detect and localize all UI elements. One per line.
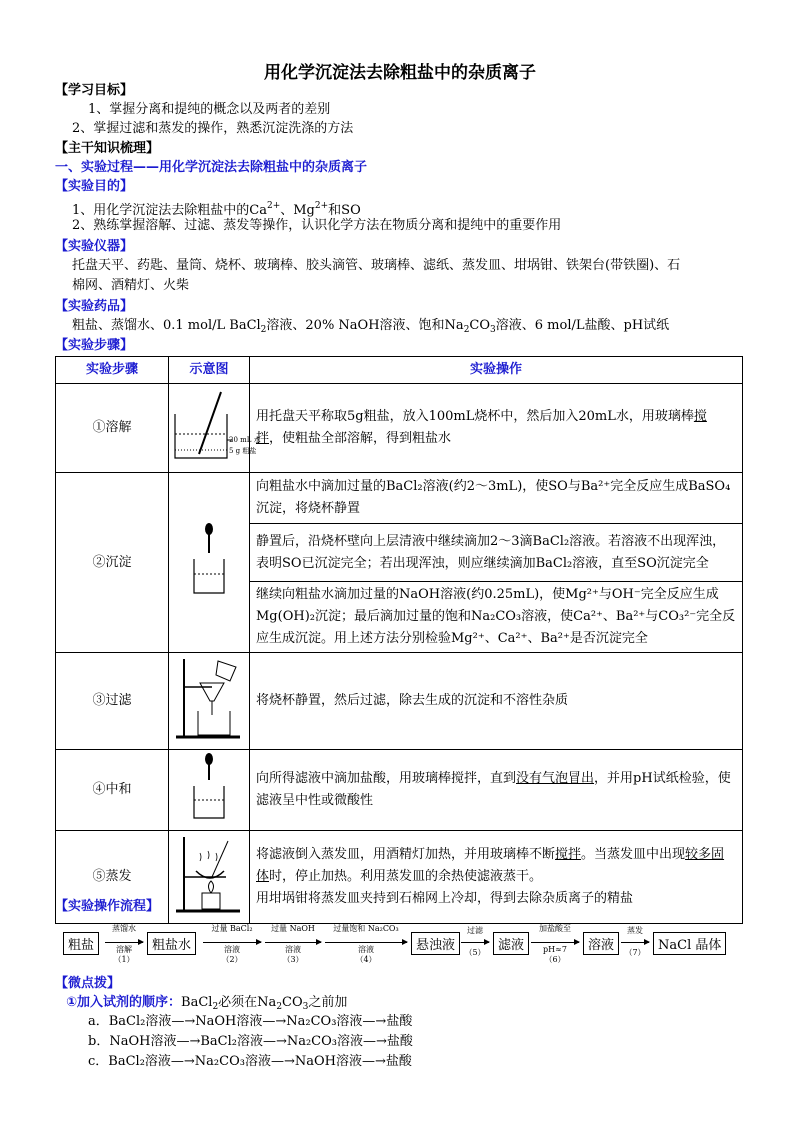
goal-item-2: 2、掌握过滤和蒸发的操作，熟悉沉淀洗涤的方法 [72,121,354,136]
steps-table [55,356,743,924]
beaker-with-rod-icon [169,384,261,464]
evaporation-setup-icon [170,831,248,915]
step-name-precipitate: ②沉淀 [56,473,169,653]
instruments-heading: 【实验仪器】 [55,239,134,254]
flow-arrow-3-top: 过量 NaOH [271,924,315,933]
tip-1-option-c: c．BaCl₂溶液—→Na₂CO₃溶液—→NaOH溶液—→盐酸 [88,1054,412,1069]
col-op-header: 实验操作 [250,357,743,384]
instruments-line-1: 托盘天平、药匙、量筒、烧杯、玻璃棒、胶头滴管、玻璃棒、滤纸、蒸发皿、坩埚钳、铁架台(带铁圈)、石 [72,258,681,273]
dropper-beaker-icon [184,519,234,599]
operation-flow-diagram [55,920,745,975]
steps-heading: 【实验步骤】 [55,338,134,353]
svg-text:5 g 粗盐: 5 g 粗盐 [229,447,257,455]
step-op-filter: 将烧杯静置，然后过滤，除去生成的沉淀和不溶性杂质 [250,653,743,750]
flow-arrow-7 [621,942,649,943]
flow-arrow-3 [265,942,321,943]
tip-1: ①加入试剂的顺序：BaCl$_2$必须在$Na_2CO_3$之前加 [66,995,348,1012]
step-name-neutralize: ④中和 [56,750,169,831]
flow-arrow-6-num: （6） [544,955,566,964]
steps-header-row [56,357,743,384]
instruments-line-2: 棉网、酒精灯、火柴 [72,278,190,293]
step-op-precipitate-1: 向粗盐水中滴加过量的BaCl₂溶液(约2～3mL)，使SO与Ba²⁺完全反应生成BaSO₄沉淀，将烧杯静置 [250,473,743,524]
flow-arrow-5-num: （5） [464,948,486,957]
goals-heading: 【学习目标】 [55,83,134,98]
flow-arrow-2-bottom: 溶液 [224,945,240,954]
neutralize-figure [169,750,250,831]
purpose-item-2: 2、熟练掌握溶解、过滤、蒸发等操作，认识化学方法在物质分离和提纯中的重要作用 [72,218,562,233]
flow-arrow-6-bottom: pH≈7 [543,945,567,954]
flow-box-crude-salt: 粗盐 [63,932,99,955]
evaporate-figure [169,831,250,924]
flow-arrow-7-num: （7） [624,948,646,957]
filter-figure [169,653,250,750]
flow-arrow-4-bottom: 溶液 [358,945,374,954]
reagents-heading: 【实验药品】 [55,299,134,314]
goal-item-1: 1、掌握分离和提纯的概念以及两者的差别 [88,102,331,117]
flow-arrow-5 [461,942,489,943]
step-name-evaporate: ⑤蒸发 [56,831,169,924]
flow-arrow-4 [325,942,407,943]
flow-arrow-4-top: 过量饱和 Na₂CO₃ [333,924,399,933]
flow-box-suspension: 悬浊液 [411,932,460,955]
flow-arrow-4-num: （4） [355,955,377,964]
flow-box-nacl-crystal: NaCl 晶体 [653,932,726,955]
flow-arrow-2-top: 过量 BaCl₂ [211,924,253,933]
step-op-precipitate-3: 继续向粗盐水滴加过量的NaOH溶液(约0.25mL)，使Mg²⁺与OH⁻完全反应生成Mg(OH)₂沉淀；最后滴加过量的饱和Na₂CO₃溶液，使Ca²⁺、Ba²⁺与CO₃²⁻完全反应生成沉淀。用上述方法分别检验Mg²⁺、Ca²⁺、Ba²⁺是否沉淀完全 [250,582,743,653]
step-op-evaporate: 将滤液倒入蒸发皿，用酒精灯加热，并用玻璃棒不断搅拌。当蒸发皿中出现较多固体时，停止加热。利用蒸发皿的余热使滤液蒸干。 用坩埚钳将蒸发皿夹持到石棉网上冷却，得到去除杂质离子的精盐 [250,831,743,924]
table-row [56,384,743,473]
reagents-list: 粗盐、蒸馏水、0.1 mol/L BaCl$_2$溶液、20% NaOH溶液、饱和$Na_2CO_3$溶液、6 mol/L盐酸、pH试纸 [72,318,670,335]
tip-1-option-b: b．NaOH溶液—→BaCl₂溶液—→Na₂CO₃溶液—→盐酸 [88,1034,413,1049]
flow-arrow-1-num: （1） [113,955,135,964]
flow-arrow-1-bottom: 溶解 [116,945,132,954]
tip-1-option-a: a．BaCl₂溶液—→NaOH溶液—→Na₂CO₃溶液—→盐酸 [88,1014,413,1029]
flow-box-brine: 粗盐水 [147,932,196,955]
step-op-precipitate-2: 静置后，沿烧杯壁向上层清液中继续滴加2～3滴BaCl₂溶液。若溶液不出现浑浊，表明SO已沉淀完全；若出现浑浊，则应继续滴加BaCl₂溶液，直至SO沉淀完全 [250,524,743,582]
flow-arrow-3-bottom: 溶液 [285,945,301,954]
flow-heading: 【实验操作流程】 [55,899,160,914]
flow-arrow-5-top: 过滤 [467,926,483,935]
section1-title: 一、实验过程——用化学沉淀法去除粗盐中的杂质离子 [55,160,368,175]
step-name-dissolve: ①溶解 [56,384,169,473]
flow-arrow-2 [203,942,261,943]
flow-arrow-6-top: 加盐酸至 [539,924,571,933]
step-name-filter: ③过滤 [56,653,169,750]
filtration-setup-icon [170,653,248,741]
flow-arrow-3-num: （3） [282,955,304,964]
flow-arrow-2-num: （2） [221,955,243,964]
purpose-heading: 【实验目的】 [55,179,134,194]
step-op-neutralize: 向所得滤液中滴加盐酸，用玻璃棒搅拌，直到没有气泡冒出，并用pH试纸检验，使滤液呈中性或微酸性 [250,750,743,831]
flow-arrow-1 [105,942,143,943]
purpose-item-1: 1、用化学沉淀法去除粗盐中的$Ca^{2+}$、$Mg^{2+}$和SO [72,201,361,218]
table-row [56,473,743,524]
flow-arrow-6 [531,942,579,943]
tips-heading: 【微点拨】 [55,976,121,991]
precipitate-figure [169,473,250,653]
flow-arrow-1-top: 蒸馏水 [112,924,136,933]
table-row [56,750,743,831]
page-title: 用化学沉淀法去除粗盐中的杂质离子 [264,63,536,83]
col-fig-header: 示意图 [169,357,250,384]
flow-arrow-7-top: 蒸发 [627,926,643,935]
knowledge-heading: 【主干知识梳理】 [55,141,160,156]
svg-text:20 mL 水: 20 mL 水 [229,436,261,444]
flow-box-filtrate: 滤液 [493,932,529,955]
dropper-beaker-icon [184,750,234,822]
col-step-header: 实验步骤 [56,357,169,384]
flow-box-solution: 溶液 [583,932,619,955]
dissolve-figure [169,384,261,473]
step-op-dissolve: 用托盘天平称取5g粗盐，放入100mL烧杯中，然后加入20mL水，用玻璃棒搅 拌，使粗盐全部溶解，得到粗盐水 [250,384,743,473]
table-row [56,653,743,750]
